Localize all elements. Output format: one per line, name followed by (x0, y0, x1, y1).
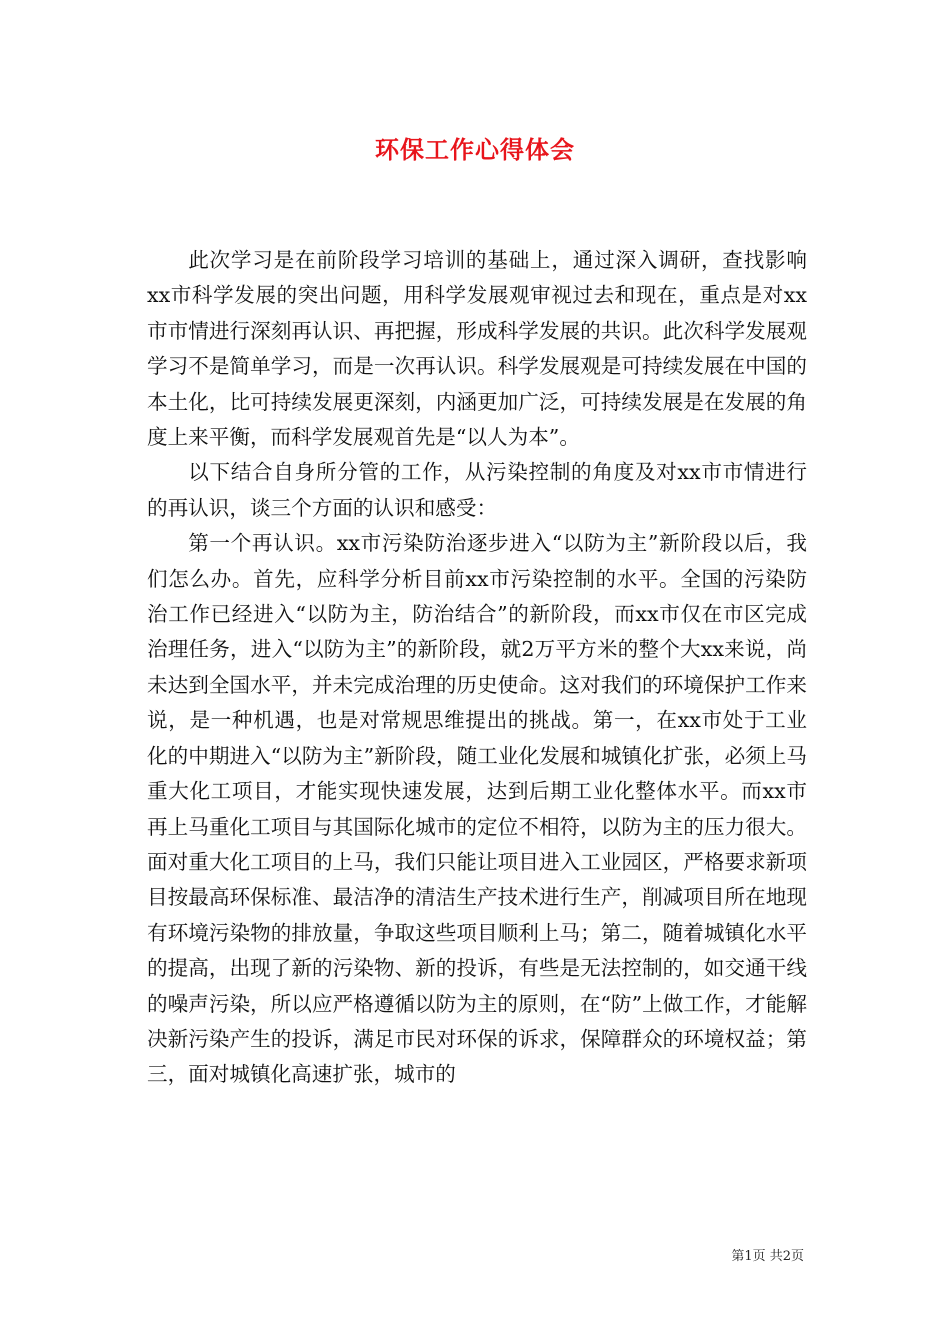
document-body (147, 243, 807, 1093)
paragraph-1: 此次学习是在前阶段学习培训的基础上，通过深入调研，查找影响xx市科学发展的突出问题，用科学发展观审视过去和现在，重点是对xx市市情进行深刻再认识、再把握，形成科学发展的共识。此次科学发展观学习不是简单学习，而是一次再认识。科学发展观是可持续发展在中国的本土化，比可持续发展更深刻，内涵更加广泛，可持续发展是在发展的角度上来平衡，而科学发展观首先是“以人为本”。 (147, 248, 807, 450)
paragraph-3: 第一个再认识。xx市污染防治逐步进入“以防为主”新阶段以后，我们怎么办。首先，应科学分析目前xx市污染控制的水平。全国的污染防治工作已经进入“以防为主，防治结合”的新阶段，而xx市仅在市区完成治理任务，进入“以防为主”的新阶段，就2万平方米的整个大xx来说，尚未达到全国水平，并未完成治理的历史使命。这对我们的环境保护工作来说，是一种机遇，也是对常规思维提出的挑战。第一，在xx市处于工业化的中期进入“以防为主”新阶段，随工业化发展和城镇化扩张，必须上马重大化工项目，才能实现快速发展，达到后期工业化整体水平。而xx市再上马重化工项目与其国际化城市的定位不相符，以防为主的压力很大。面对重大化工项目的上马，我们只能让项目进入工业园区，严格要求新项目按最高环保标准、最洁净的清洁生产技术进行生产，削减项目所在地现有环境污染物的排放量，争取这些项目顺利上马；第二，随着城镇化水平的提高，出现了新的污染物、新的投诉，有些是无法控制的，如交通干线的噪声污染，所以应严格遵循以防为主的原则，在“防”上做工作，才能解决新污染产生的投诉，满足市民对环保的诉求，保障群众的环境权益；第三，面对城镇化高速扩张，城市的 (147, 531, 807, 1087)
page-title: 环保工作心得体会 (375, 135, 575, 164)
paragraph-2: 以下结合自身所分管的工作，从污染控制的角度及对xx市市情进行的再认识，谈三个方面的认识和感受： (147, 460, 807, 520)
page-number-footer: 第1页 共2页 (731, 1249, 804, 1264)
